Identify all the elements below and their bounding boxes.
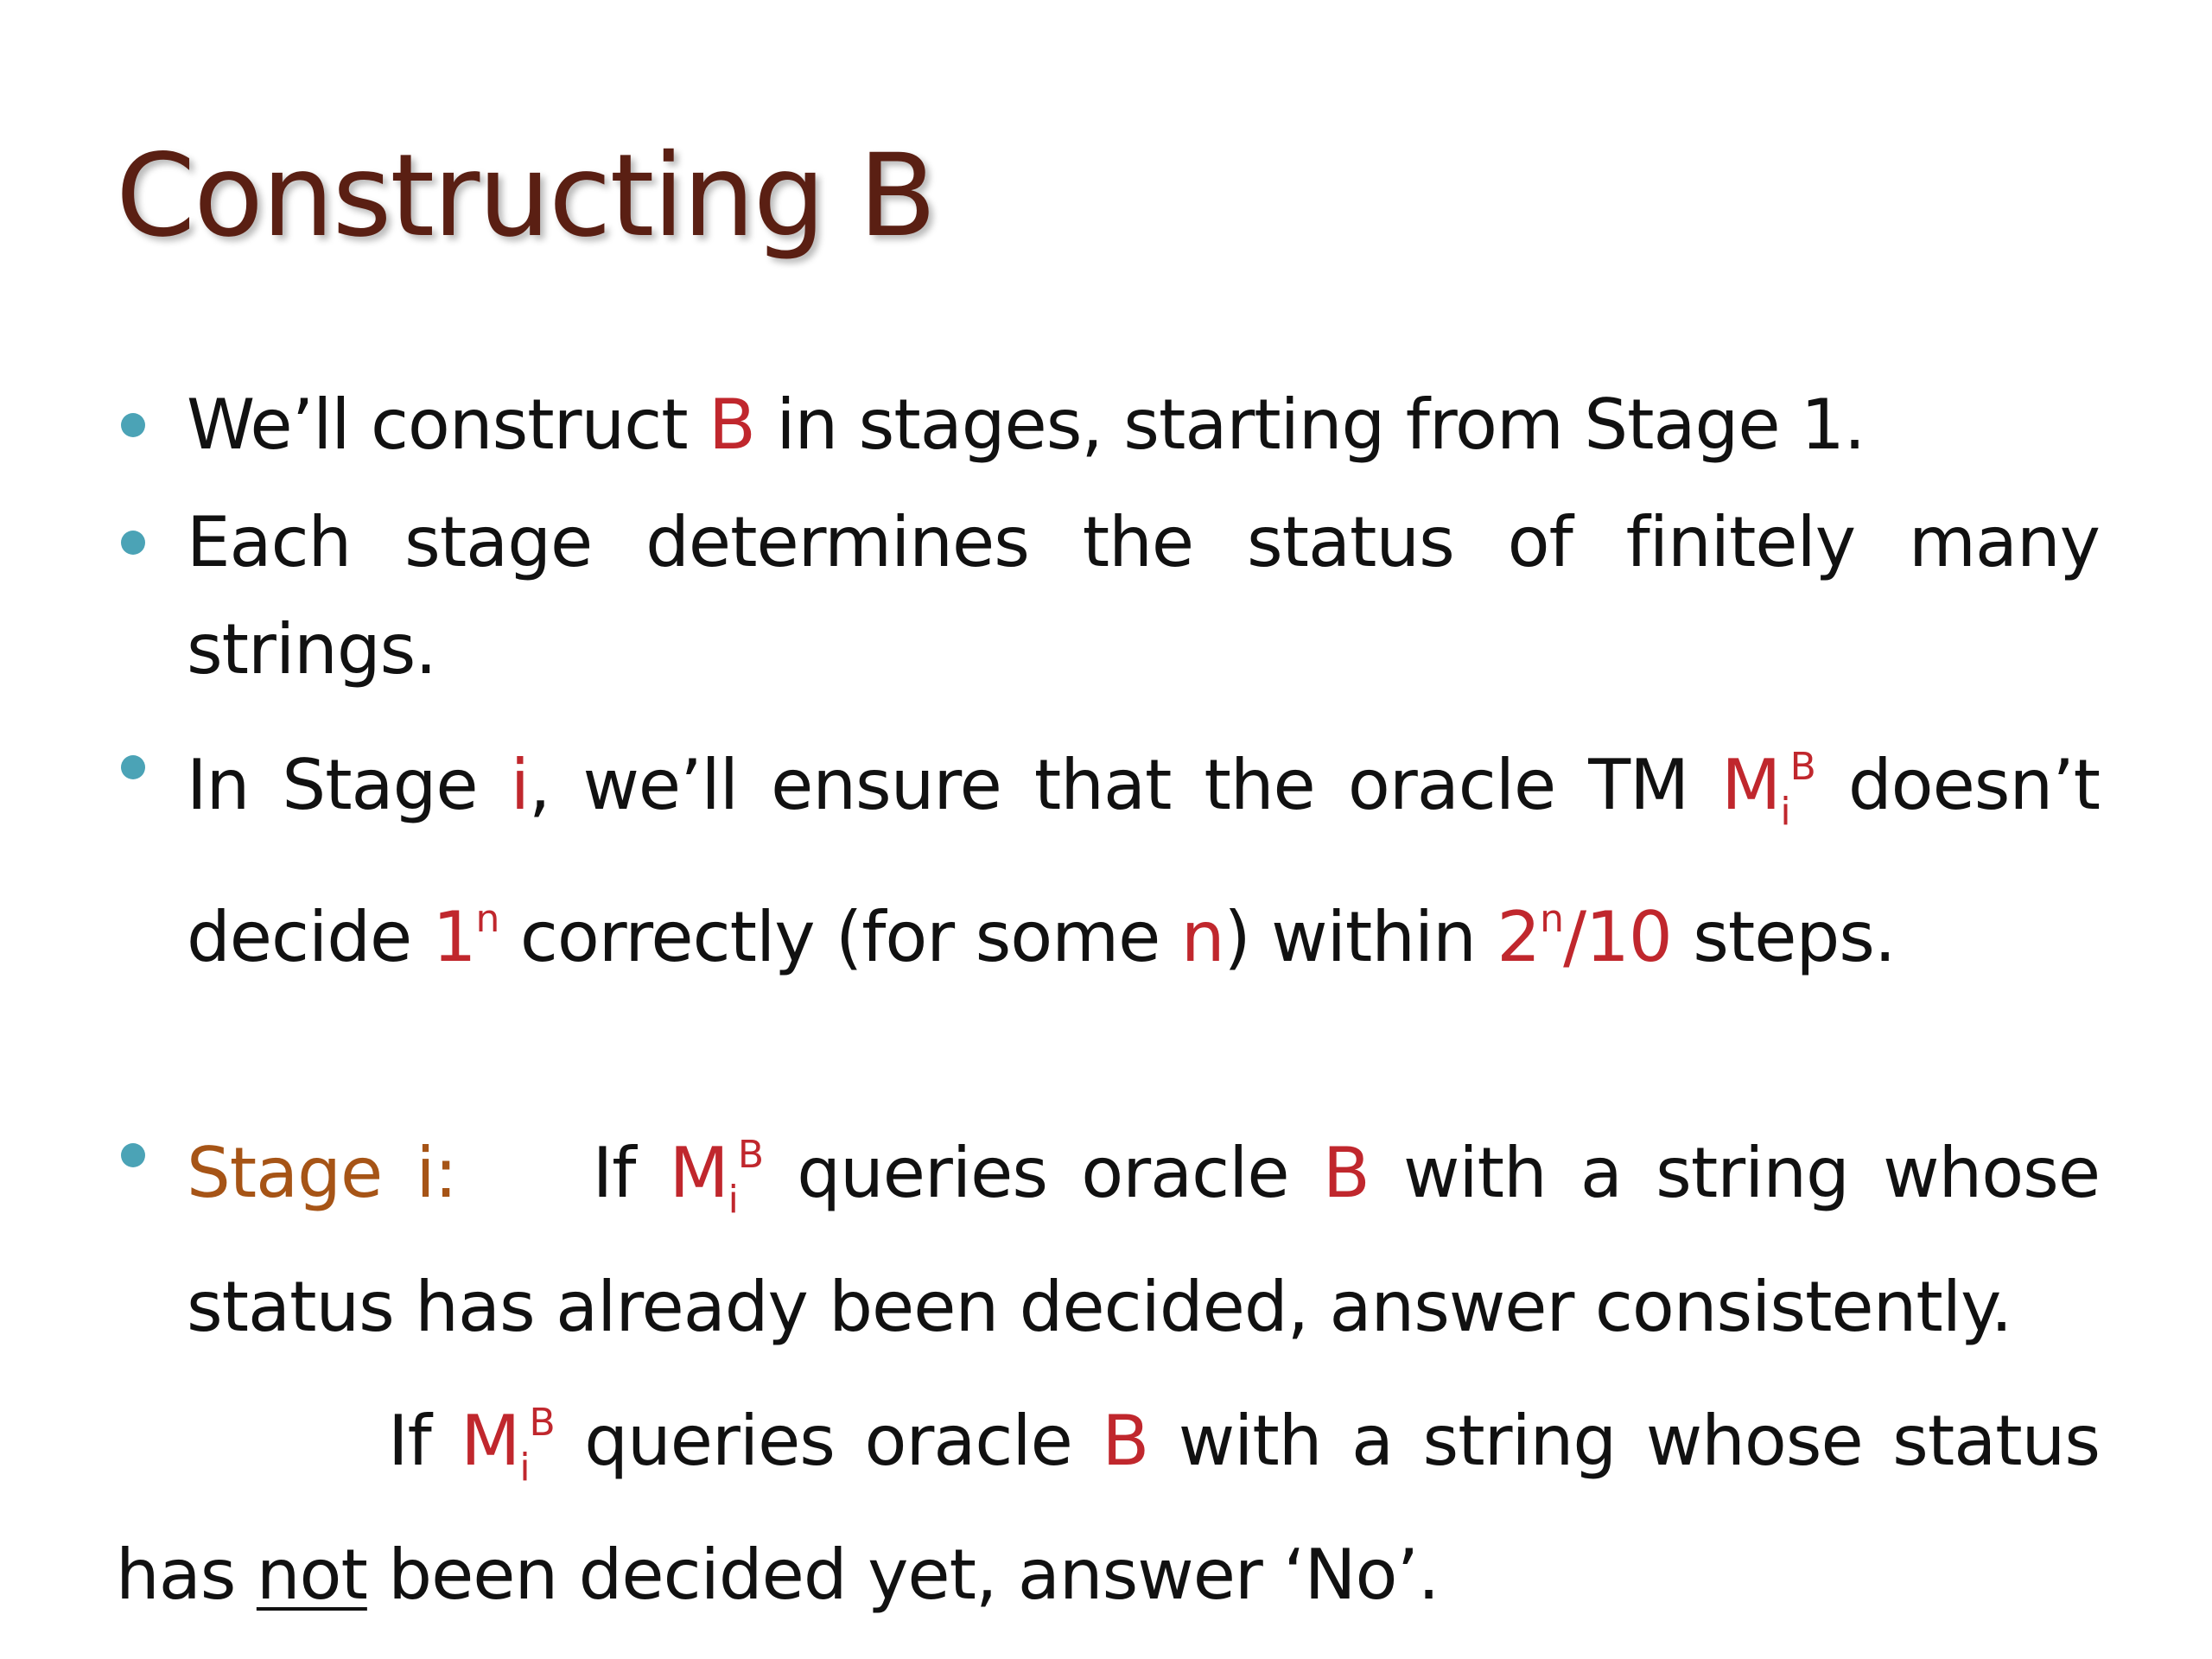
- slide-body: [116, 372, 2100, 1629]
- pow-rest: /10: [1563, 897, 1672, 977]
- pow-base: 2: [1497, 897, 1541, 977]
- text: We’ll construct: [187, 385, 709, 465]
- bullet-dot-icon: [121, 531, 145, 555]
- highlight-b: B: [709, 385, 755, 465]
- input-1n: [433, 897, 499, 977]
- pow-exponent: n: [1540, 897, 1564, 941]
- text: If: [592, 1133, 670, 1213]
- text: with a string whose status has already been decided, answer consistently.: [187, 1133, 2101, 1347]
- text: steps.: [1671, 897, 1896, 977]
- bullet-dot-icon: [121, 755, 145, 779]
- text: doesn’t decide: [187, 745, 2100, 977]
- text: been decided yet, answer ‘No’.: [366, 1535, 1440, 1615]
- n-superscript: n: [475, 897, 499, 941]
- text: correctly (for some: [499, 897, 1181, 977]
- tm-subscript: i: [728, 1178, 738, 1222]
- text: ) within: [1224, 897, 1497, 977]
- paragraph: [116, 1370, 2100, 1629]
- text: Each stage determines the status of finitely many strings.: [187, 502, 2100, 690]
- one: 1: [432, 897, 476, 977]
- bullet-dot-icon: [121, 1143, 145, 1167]
- highlight-n: n: [1180, 897, 1224, 977]
- text: In Stage: [187, 745, 511, 825]
- bullet-3: [116, 714, 2100, 991]
- slide-title: Constructing B: [116, 130, 936, 263]
- underlined-not: not: [256, 1535, 367, 1615]
- tm-superscript: B: [529, 1401, 555, 1445]
- highlight-b: B: [1102, 1401, 1149, 1481]
- oracle-tm: [1721, 745, 1815, 834]
- tm-superscript: B: [1789, 745, 1815, 789]
- stage-label: Stage i:: [187, 1133, 457, 1213]
- tm-m: M: [461, 1401, 520, 1481]
- text: in stages, starting from Stage 1.: [754, 385, 1866, 465]
- text: If: [388, 1401, 461, 1481]
- bullet-2: [116, 489, 2100, 703]
- bullet-dot-icon: [121, 413, 145, 437]
- bullet-1: [116, 372, 2100, 479]
- tm-subscript: i: [1780, 790, 1790, 834]
- text: queries oracle: [763, 1133, 1323, 1213]
- tm-subscript: i: [519, 1446, 530, 1490]
- highlight-i: i: [510, 745, 529, 825]
- oracle-tm: [461, 1401, 555, 1490]
- tm-m: M: [669, 1133, 728, 1213]
- text: , we’ll ensure that the oracle TM: [528, 745, 1722, 825]
- step-bound: [1497, 897, 1672, 977]
- oracle-tm: [669, 1133, 764, 1222]
- highlight-b: B: [1322, 1133, 1370, 1213]
- tm-m: M: [1721, 745, 1781, 825]
- bullet-4: [116, 1102, 2100, 1361]
- tm-superscript: B: [737, 1133, 764, 1177]
- text: queries oracle: [554, 1401, 1103, 1481]
- text: with a string whose status has: [116, 1401, 2101, 1615]
